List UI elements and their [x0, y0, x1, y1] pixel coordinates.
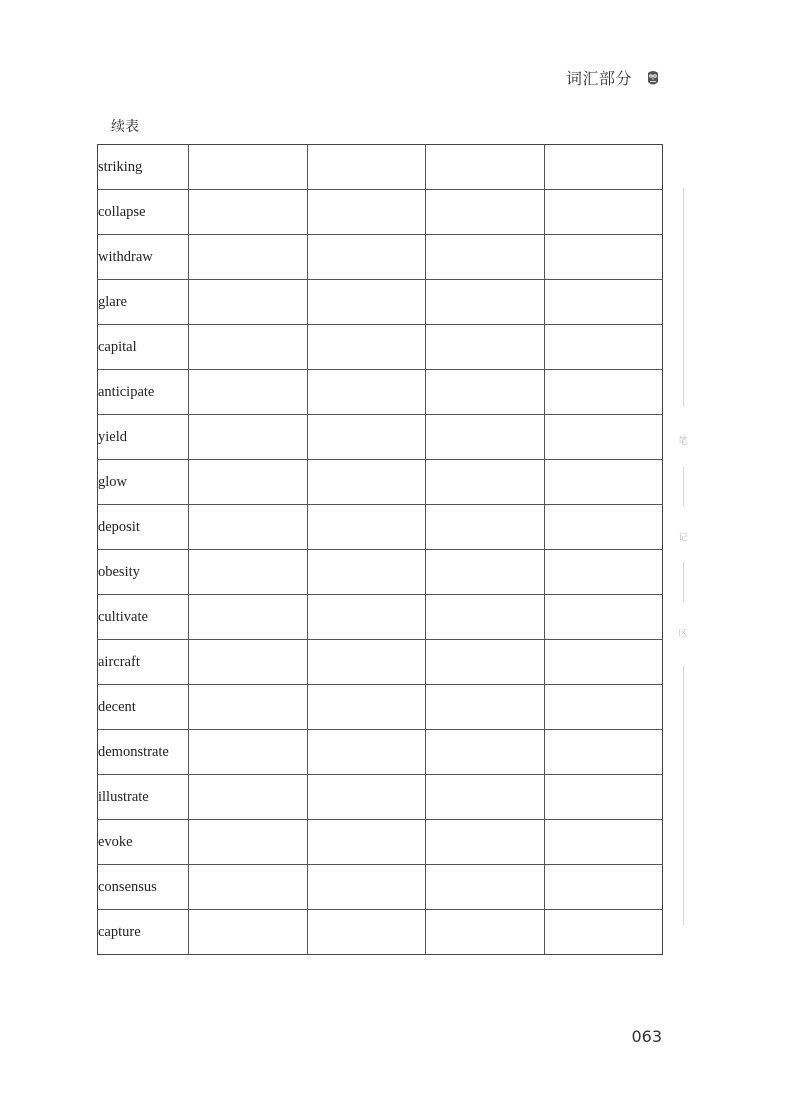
notes-margin-rule-middle	[683, 562, 684, 602]
blank-answer-cell	[426, 730, 545, 775]
continued-table-label: 续表	[111, 119, 139, 135]
blank-answer-cell	[544, 910, 663, 955]
blank-answer-cell	[307, 460, 426, 505]
table-row	[98, 820, 663, 865]
vocab-word-cell: glow	[98, 460, 189, 505]
blank-answer-cell	[426, 505, 545, 550]
vocab-word-cell: decent	[98, 685, 189, 730]
blank-answer-cell	[544, 685, 663, 730]
blank-answer-cell	[426, 280, 545, 325]
table-row	[98, 280, 663, 325]
notes-margin-char: 区	[678, 629, 688, 639]
blank-answer-cell	[544, 820, 663, 865]
table-row	[98, 730, 663, 775]
table-row	[98, 505, 663, 550]
vocab-word-cell: collapse	[98, 190, 189, 235]
blank-answer-cell	[307, 775, 426, 820]
blank-answer-cell	[189, 145, 308, 190]
table-row	[98, 325, 663, 370]
blank-answer-cell	[544, 550, 663, 595]
blank-answer-cell	[544, 595, 663, 640]
table-row	[98, 550, 663, 595]
blank-answer-cell	[189, 550, 308, 595]
vocabulary-table	[97, 144, 663, 955]
vocab-word-cell: cultivate	[98, 595, 189, 640]
blank-answer-cell	[307, 730, 426, 775]
notes-margin-char: 记	[678, 533, 688, 543]
blank-answer-cell	[307, 145, 426, 190]
table-row	[98, 145, 663, 190]
blank-answer-cell	[426, 235, 545, 280]
blank-answer-cell	[307, 865, 426, 910]
vocab-word-cell: anticipate	[98, 370, 189, 415]
blank-answer-cell	[307, 910, 426, 955]
blank-answer-cell	[426, 865, 545, 910]
blank-answer-cell	[426, 550, 545, 595]
blank-answer-cell	[544, 460, 663, 505]
vocabulary-table-body	[98, 145, 663, 955]
blank-answer-cell	[307, 640, 426, 685]
blank-answer-cell	[307, 505, 426, 550]
blank-answer-cell	[544, 505, 663, 550]
blank-answer-cell	[544, 145, 663, 190]
table-row	[98, 235, 663, 280]
table-row	[98, 640, 663, 685]
blank-answer-cell	[544, 865, 663, 910]
blank-answer-cell	[426, 820, 545, 865]
blank-answer-cell	[189, 820, 308, 865]
blank-answer-cell	[544, 190, 663, 235]
blank-answer-cell	[544, 370, 663, 415]
blank-answer-cell	[189, 460, 308, 505]
vocab-word-cell: obesity	[98, 550, 189, 595]
blank-answer-cell	[426, 595, 545, 640]
blank-answer-cell	[307, 190, 426, 235]
vocab-word-cell: illustrate	[98, 775, 189, 820]
owl-emblem-icon	[646, 69, 660, 87]
blank-answer-cell	[426, 190, 545, 235]
blank-answer-cell	[189, 325, 308, 370]
blank-answer-cell	[189, 640, 308, 685]
blank-answer-cell	[426, 415, 545, 460]
notes-margin-char: 笔	[678, 437, 688, 447]
section-title: 词汇部分	[565, 69, 632, 88]
blank-answer-cell	[307, 820, 426, 865]
vocab-word-cell: glare	[98, 280, 189, 325]
blank-answer-cell	[189, 415, 308, 460]
blank-answer-cell	[426, 775, 545, 820]
blank-answer-cell	[544, 235, 663, 280]
table-row	[98, 775, 663, 820]
blank-answer-cell	[189, 730, 308, 775]
blank-answer-cell	[426, 460, 545, 505]
blank-answer-cell	[189, 685, 308, 730]
blank-answer-cell	[307, 415, 426, 460]
table-row	[98, 190, 663, 235]
vocab-word-cell: yield	[98, 415, 189, 460]
blank-answer-cell	[426, 685, 545, 730]
blank-answer-cell	[426, 640, 545, 685]
vocab-word-cell: striking	[98, 145, 189, 190]
vocab-word-cell: capture	[98, 910, 189, 955]
blank-answer-cell	[189, 235, 308, 280]
blank-answer-cell	[307, 370, 426, 415]
blank-answer-cell	[189, 910, 308, 955]
table-row	[98, 910, 663, 955]
page-number: 063	[631, 1027, 662, 1046]
blank-answer-cell	[544, 730, 663, 775]
vocab-word-cell: withdraw	[98, 235, 189, 280]
running-head	[566, 66, 660, 89]
table-row	[98, 370, 663, 415]
vocab-word-cell: evoke	[98, 820, 189, 865]
table-row	[98, 415, 663, 460]
notes-margin-rule-top	[683, 188, 684, 407]
notes-margin-rule-middle	[683, 467, 684, 507]
blank-answer-cell	[189, 775, 308, 820]
blank-answer-cell	[307, 325, 426, 370]
blank-answer-cell	[307, 595, 426, 640]
table-row	[98, 460, 663, 505]
blank-answer-cell	[307, 550, 426, 595]
vocab-word-cell: consensus	[98, 865, 189, 910]
vocab-word-cell: capital	[98, 325, 189, 370]
blank-answer-cell	[307, 280, 426, 325]
blank-answer-cell	[307, 685, 426, 730]
table-row	[98, 685, 663, 730]
blank-answer-cell	[426, 145, 545, 190]
blank-answer-cell	[544, 325, 663, 370]
table-row	[98, 595, 663, 640]
blank-answer-cell	[189, 370, 308, 415]
blank-answer-cell	[426, 370, 545, 415]
vocab-word-cell: aircraft	[98, 640, 189, 685]
blank-answer-cell	[189, 595, 308, 640]
blank-answer-cell	[189, 865, 308, 910]
blank-answer-cell	[307, 235, 426, 280]
table-row	[98, 865, 663, 910]
blank-answer-cell	[189, 190, 308, 235]
blank-answer-cell	[544, 280, 663, 325]
blank-answer-cell	[189, 505, 308, 550]
blank-answer-cell	[544, 775, 663, 820]
blank-answer-cell	[426, 325, 545, 370]
blank-answer-cell	[426, 910, 545, 955]
vocab-word-cell: demonstrate	[98, 730, 189, 775]
blank-answer-cell	[189, 280, 308, 325]
blank-answer-cell	[544, 415, 663, 460]
blank-answer-cell	[544, 640, 663, 685]
notes-margin-rule-bottom	[683, 666, 684, 925]
vocab-word-cell: deposit	[98, 505, 189, 550]
